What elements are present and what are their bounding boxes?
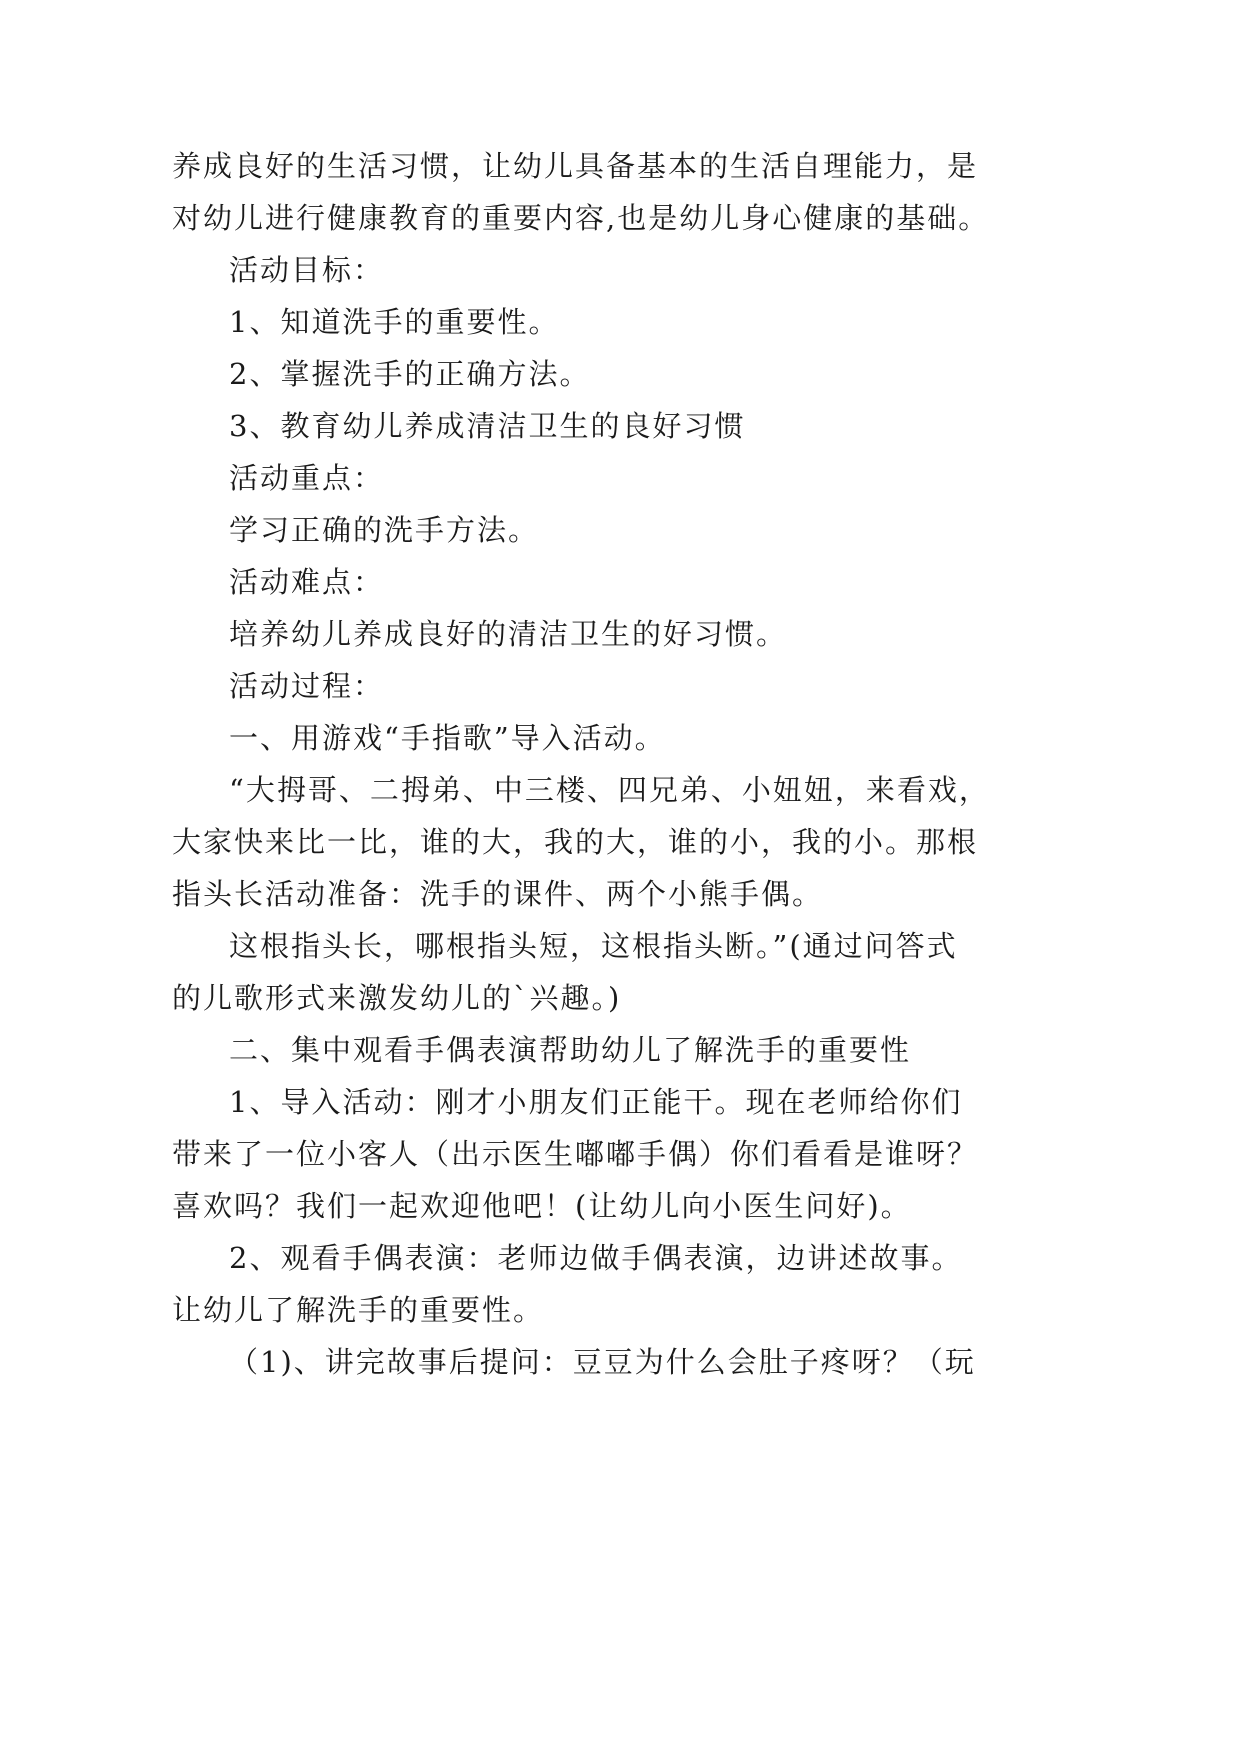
section-heading-goals: 活动目标： (229, 253, 385, 287)
key-point-text: 学习正确的洗手方法。 (229, 513, 540, 547)
process-step-1-heading: 一、用游戏“手指歌”导入活动。 (229, 721, 666, 755)
process-step-2-heading: 二、集中观看手偶表演帮助幼儿了解洗手的重要性 (229, 1033, 912, 1067)
intro-activity-line-1: 1、导入活动：刚才小朋友们正能干。现在老师给你们 (229, 1085, 963, 1119)
puppet-show-line-1: 2、观看手偶表演：老师边做手偶表演，边讲述故事。 (229, 1241, 963, 1275)
finger-song-line-1: “大拇哥、二拇弟、中三楼、四兄弟、小妞妞，来看戏， (229, 773, 990, 807)
goal-item-3: 3、教育幼儿养成清洁卫生的良好习惯 (229, 409, 746, 443)
finger-song-line-5: 的儿歌形式来激发幼儿的`兴趣。) (172, 981, 622, 1015)
section-heading-key-point: 活动重点： (229, 461, 385, 495)
intro-activity-line-2: 带来了一位小客人（出示医生嘟嘟手偶）你们看看是谁呀？ (172, 1137, 979, 1171)
finger-song-line-3: 指头长活动准备：洗手的课件、两个小熊手偶。 (172, 877, 824, 911)
goal-item-2: 2、掌握洗手的正确方法。 (229, 357, 591, 391)
question-line-1: （1)、讲完故事后提问：豆豆为什么会肚子疼呀？（玩 (229, 1345, 976, 1379)
section-heading-process: 活动过程： (229, 669, 385, 703)
paragraph-line-1: 养成良好的生活习惯，让幼儿具备基本的生活自理能力，是 (172, 149, 979, 183)
difficulty-text: 培养幼儿养成良好的清洁卫生的好习惯。 (229, 617, 788, 651)
finger-song-line-2: 大家快来比一比，谁的大，我的大，谁的小，我的小。那根 (172, 825, 979, 859)
goal-item-1: 1、知道洗手的重要性。 (229, 305, 560, 339)
intro-activity-line-3: 喜欢吗？我们一起欢迎他吧！(让幼儿向小医生问好)。 (172, 1189, 912, 1223)
section-heading-difficulty: 活动难点： (229, 565, 385, 599)
puppet-show-line-2: 让幼儿了解洗手的重要性。 (172, 1293, 545, 1327)
paragraph-line-2: 对幼儿进行健康教育的重要内容,也是幼儿身心健康的基础。 (172, 201, 990, 235)
finger-song-line-4: 这根指头长，哪根指头短，这根指头断。”(通过问答式 (229, 929, 958, 963)
